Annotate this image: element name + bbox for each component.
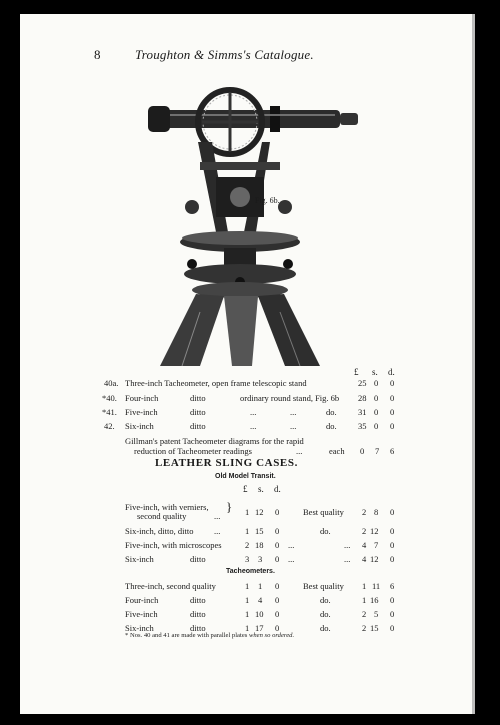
price-pence: 0 <box>390 378 395 388</box>
item-description: Three-inch Tacheometer, open frame telescopic stand <box>125 378 307 388</box>
price-pence: 0 <box>275 581 280 591</box>
item-size: Four-inch <box>125 393 159 403</box>
header-pounds: £ <box>354 367 359 377</box>
item-number: *40. <box>102 393 117 403</box>
case-description: Six-inch <box>125 623 154 633</box>
price-shillings-2: 16 <box>370 595 379 605</box>
price-shillings-2: 15 <box>370 623 379 633</box>
leader-dots: ... <box>290 407 297 417</box>
case-description-cont: second quality <box>137 511 187 521</box>
leader-dots: ... <box>288 540 295 550</box>
case-description: Six-inch, ditto, ditto <box>125 526 194 536</box>
leader-dots: ... <box>250 407 257 417</box>
price-shillings: 0 <box>374 393 379 403</box>
price-pounds-2: 4 <box>362 540 367 550</box>
price-pounds-2: 2 <box>362 623 367 633</box>
price-shillings-2: 7 <box>374 540 379 550</box>
case-description: Five-inch, with microscopes <box>125 540 222 550</box>
item-ditto: ditto <box>190 421 206 431</box>
price-pounds-2: 2 <box>362 526 367 536</box>
price-pence-2: 0 <box>390 554 395 564</box>
leader-dots: ... <box>344 554 351 564</box>
price-shillings: 17 <box>255 623 264 633</box>
header-pence: d. <box>274 484 281 494</box>
item-number: 42. <box>104 421 115 431</box>
item-number: 40a. <box>104 378 119 388</box>
price-pence: 0 <box>275 554 280 564</box>
quality-label: do. <box>320 623 331 633</box>
quality-label: do. <box>320 595 331 605</box>
price-pence: 0 <box>275 526 280 536</box>
header-pounds: £ <box>243 484 248 494</box>
quality-label: Best quality <box>303 507 344 517</box>
case-description: Four-inch <box>125 595 159 605</box>
header-shillings: s. <box>372 367 378 377</box>
case-description: Three-inch, second quality <box>125 581 216 591</box>
price-shillings-2: 5 <box>374 609 379 619</box>
leader-dots: ... <box>214 511 221 521</box>
leader-dots: ... <box>288 554 295 564</box>
price-shillings: 4 <box>258 595 263 605</box>
leader-dots: ... <box>214 526 221 536</box>
price-pence: 0 <box>275 507 280 517</box>
footnote <box>125 632 294 639</box>
price-shillings-2: 12 <box>370 526 379 536</box>
item-ditto: ditto <box>190 554 206 564</box>
price-shillings: 12 <box>255 507 264 517</box>
footnote-text: * Nos. 40 and 41 are made with parallel plates <box>125 632 248 639</box>
price-pounds: 3 <box>245 554 250 564</box>
item-do: do. <box>326 407 337 417</box>
price-shillings: 0 <box>374 407 379 417</box>
price-pounds-2: 4 <box>362 554 367 564</box>
price-shillings: 3 <box>258 554 263 564</box>
price-shillings-2: 11 <box>372 581 381 591</box>
page-number: 8 <box>94 47 101 62</box>
price-pence: 0 <box>275 540 280 550</box>
price-pounds: 1 <box>245 526 250 536</box>
tacheometer-illustration <box>120 82 360 366</box>
item-ditto: ditto <box>190 609 206 619</box>
price-shillings: 15 <box>255 526 264 536</box>
item-ditto: ditto <box>190 595 206 605</box>
running-title: Troughton & Simms's Catalogue. <box>135 47 314 62</box>
price-pounds: 2 <box>245 540 250 550</box>
price-pence: 0 <box>275 609 280 619</box>
header-pence: d. <box>388 367 395 377</box>
footnote-italic: when so ordered. <box>248 632 295 639</box>
price-pence-2: 0 <box>390 526 395 536</box>
leader-dots: ... <box>250 421 257 431</box>
price-pounds-2: 1 <box>362 595 367 605</box>
price-shillings: 7 <box>375 446 380 456</box>
price-pounds: 1 <box>245 507 250 517</box>
price-pounds: 28 <box>358 393 367 403</box>
quality-label: Best quality <box>303 581 344 591</box>
item-ditto: ditto <box>190 623 206 633</box>
price-pence: 0 <box>390 407 395 417</box>
price-shillings: 0 <box>374 378 379 388</box>
price-pounds: 0 <box>360 446 365 456</box>
leader-dots: ... <box>296 446 303 456</box>
gillman-line-2: reduction of Tacheometer readings <box>134 446 252 456</box>
case-description: Five-inch <box>125 609 158 619</box>
price-pence: 0 <box>390 393 395 403</box>
price-pence: 0 <box>390 421 395 431</box>
price-pence-2: 0 <box>390 623 395 633</box>
price-pence-2: 0 <box>390 540 395 550</box>
price-pounds: 1 <box>245 581 250 591</box>
price-shillings-2: 8 <box>374 507 379 517</box>
leader-dots: ... <box>344 540 351 550</box>
price-pounds: 31 <box>358 407 367 417</box>
case-description: Five-inch, with verniers, <box>125 502 209 512</box>
quality-label: do. <box>320 609 331 619</box>
gillman-line-1: Gillman's patent Tacheometer diagrams for the rapid <box>125 436 304 446</box>
price-pounds: 1 <box>245 609 250 619</box>
price-pounds: 35 <box>358 421 367 431</box>
price-pounds-2: 2 <box>362 609 367 619</box>
price-pence: 6 <box>390 446 395 456</box>
quality-label: do. <box>320 526 331 536</box>
item-note: ordinary round stand, Fig. 6b <box>240 393 340 403</box>
item-ditto: ditto <box>190 407 206 417</box>
price-pounds-2: 1 <box>362 581 367 591</box>
item-ditto: ditto <box>190 393 206 403</box>
section-subtitle: Old Model Transit. <box>215 473 276 480</box>
price-pence: 0 <box>275 623 280 633</box>
price-pounds-2: 2 <box>362 507 367 517</box>
price-shillings: 1 <box>258 581 263 591</box>
figure-label: Fig. 6b. <box>255 196 280 205</box>
item-size: Five-inch <box>125 407 158 417</box>
price-pence-2: 0 <box>390 609 395 619</box>
header-shillings: s. <box>258 484 264 494</box>
price-shillings-2: 12 <box>370 554 379 564</box>
case-description: Six-inch <box>125 554 154 564</box>
price-shillings: 18 <box>255 540 264 550</box>
price-pounds: 1 <box>245 623 250 633</box>
price-pence-2: 6 <box>390 581 395 591</box>
item-do: do. <box>326 421 337 431</box>
price-pence-2: 0 <box>390 507 395 517</box>
section-title: LEATHER SLING CASES. <box>155 457 298 469</box>
tacheometers-subtitle: Tacheometers. <box>226 568 275 575</box>
price-shillings: 0 <box>374 421 379 431</box>
price-shillings: 10 <box>255 609 264 619</box>
price-pounds: 25 <box>358 378 367 388</box>
leader-dots: ... <box>290 421 297 431</box>
page-edge-shadow <box>472 14 475 714</box>
price-pence: 0 <box>275 595 280 605</box>
price-pence-2: 0 <box>390 595 395 605</box>
item-size: Six-inch <box>125 421 154 431</box>
price-pounds: 1 <box>245 595 250 605</box>
item-number: *41. <box>102 407 117 417</box>
brace: } <box>226 499 233 514</box>
gillman-each: each <box>329 446 345 456</box>
